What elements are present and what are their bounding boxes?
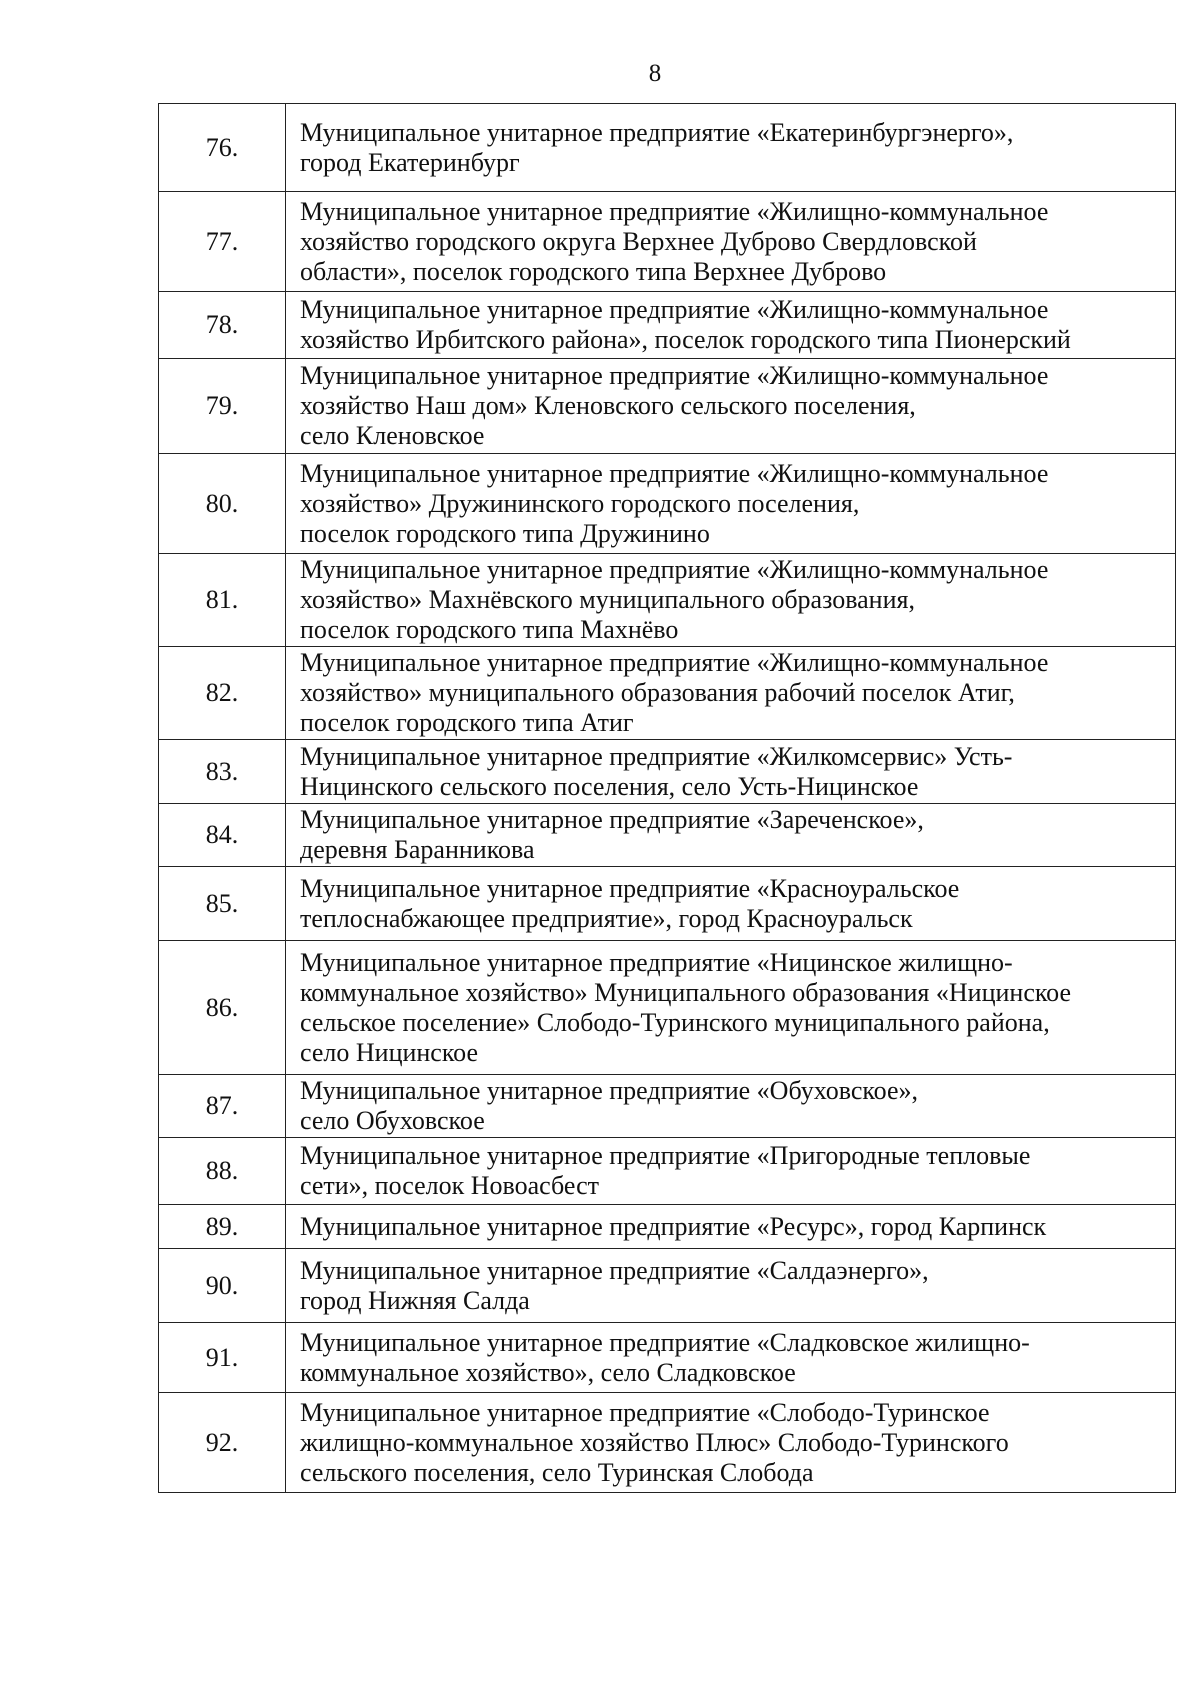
description-line: город Нижняя Салда [300, 1285, 530, 1315]
row-number: 77. [159, 192, 286, 292]
row-number: 76. [159, 104, 286, 192]
table-row [159, 1323, 1176, 1393]
description-line: коммунальное хозяйство», село Сладковское [300, 1357, 796, 1387]
table-row [159, 740, 1176, 804]
enterprise-description [286, 1249, 1176, 1323]
enterprise-description [286, 941, 1176, 1075]
description-line: Муниципальное унитарное предприятие «Жилищно-коммунальное [300, 196, 1049, 226]
description-line: Муниципальное унитарное предприятие «Пригородные тепловые [300, 1141, 1031, 1170]
enterprise-description [286, 1075, 1176, 1138]
enterprise-description [286, 1323, 1176, 1393]
description-line: теплоснабжающее предприятие», город Красноуральск [300, 903, 913, 933]
description-line: хозяйство» Дружининского городского поселения, [300, 488, 860, 518]
table-row [159, 104, 1176, 192]
table-row [159, 1393, 1176, 1493]
enterprise-description [286, 1138, 1176, 1205]
row-number: 82. [159, 647, 286, 740]
description-line: жилищно-коммунальное хозяйство Плюс» Слободо-Туринского [300, 1427, 1009, 1457]
description-line: Муниципальное унитарное предприятие «Ницинское жилищно- [300, 947, 1013, 977]
row-number: 85. [159, 867, 286, 941]
row-number: 78. [159, 292, 286, 359]
description-line: Муниципальное унитарное предприятие «Обуховское», [300, 1076, 919, 1105]
row-number: 89. [159, 1205, 286, 1249]
table-row [159, 1205, 1176, 1249]
enterprise-description [286, 454, 1176, 554]
table-row [159, 1138, 1176, 1205]
description-line: хозяйство» Махнёвского муниципального образования, [300, 585, 915, 614]
description-line: Муниципальное унитарное предприятие «Слободо-Туринское [300, 1397, 990, 1427]
table-row [159, 1075, 1176, 1138]
row-number: 79. [159, 359, 286, 454]
enterprise-description [286, 1205, 1176, 1249]
row-number: 90. [159, 1249, 286, 1323]
description-line: хозяйство» муниципального образования рабочий поселок Атиг, [300, 678, 1015, 707]
description-line: село Ницинское [300, 1037, 479, 1067]
table-row [159, 804, 1176, 867]
row-number: 92. [159, 1393, 286, 1493]
table-row [159, 647, 1176, 740]
enterprise-description [286, 647, 1176, 740]
row-number: 86. [159, 941, 286, 1075]
enterprise-description [286, 554, 1176, 647]
row-number: 91. [159, 1323, 286, 1393]
enterprise-description [286, 104, 1176, 192]
description-line: Муниципальное унитарное предприятие «Жилищно-коммунальное [300, 555, 1049, 584]
description-line: Муниципальное унитарное предприятие «Екатеринбургэнерго», [300, 117, 1014, 147]
description-line: Муниципальное унитарное предприятие «Ресурс», город Карпинск [300, 1211, 1047, 1241]
description-line: хозяйство городского округа Верхнее Дуброво Свердловской [300, 226, 977, 256]
table-row [159, 454, 1176, 554]
enterprise-description [286, 359, 1176, 454]
table-row [159, 192, 1176, 292]
description-line: деревня Баранникова [300, 835, 535, 864]
row-number: 81. [159, 554, 286, 647]
description-line: хозяйство Ирбитского района», поселок городского типа Пионерский [300, 325, 1071, 354]
enterprise-description [286, 740, 1176, 804]
description-line: село Обуховское [300, 1106, 485, 1135]
row-number: 84. [159, 804, 286, 867]
row-number: 88. [159, 1138, 286, 1205]
description-line: Муниципальное унитарное предприятие «Красноуральское [300, 873, 960, 903]
enterprise-description [286, 292, 1176, 359]
table-row [159, 941, 1176, 1075]
description-line: сети», поселок Новоасбест [300, 1171, 599, 1200]
description-line: поселок городского типа Дружинино [300, 518, 710, 548]
description-line: Муниципальное унитарное предприятие «Жилкомсервис» Усть- [300, 741, 1013, 771]
row-number: 83. [159, 740, 286, 804]
description-line: сельское поселение» Слободо-Туринского муниципального района, [300, 1007, 1050, 1037]
enterprise-table [158, 103, 1176, 1493]
enterprise-description [286, 867, 1176, 941]
description-line: Муниципальное унитарное предприятие «Жилищно-коммунальное [300, 295, 1049, 324]
description-line: хозяйство Наш дом» Кленовского сельского поселения, [300, 391, 916, 420]
description-line: город Екатеринбург [300, 147, 520, 177]
enterprise-description [286, 192, 1176, 292]
row-number: 87. [159, 1075, 286, 1138]
description-line: поселок городского типа Атиг [300, 708, 634, 737]
description-line: село Кленовское [300, 421, 485, 450]
table-body [159, 104, 1176, 1493]
enterprise-description [286, 804, 1176, 867]
table-row [159, 867, 1176, 941]
description-line: Муниципальное унитарное предприятие «Жилищно-коммунальное [300, 361, 1049, 390]
page-number: 8 [648, 60, 662, 87]
table-row [159, 1249, 1176, 1323]
description-line: Муниципальное унитарное предприятие «Жилищно-коммунальное [300, 648, 1049, 677]
enterprise-description [286, 1393, 1176, 1493]
description-line: коммунальное хозяйство» Муниципального образования «Ницинское [300, 977, 1072, 1007]
table-row [159, 292, 1176, 359]
description-line: Муниципальное унитарное предприятие «Жилищно-коммунальное [300, 458, 1049, 488]
description-line: области», поселок городского типа Верхнее Дуброво [300, 256, 887, 286]
table-row [159, 359, 1176, 454]
description-line: Муниципальное унитарное предприятие «Сладковское жилищно- [300, 1327, 1030, 1357]
description-line: Ницинского сельского поселения, село Усть-Ницинское [300, 771, 919, 801]
description-line: Муниципальное унитарное предприятие «Зареченское», [300, 805, 924, 834]
description-line: сельского поселения, село Туринская Слобода [300, 1457, 814, 1487]
description-line: поселок городского типа Махнёво [300, 615, 679, 644]
table-row [159, 554, 1176, 647]
row-number: 80. [159, 454, 286, 554]
description-line: Муниципальное унитарное предприятие «Салдаэнерго», [300, 1255, 929, 1285]
